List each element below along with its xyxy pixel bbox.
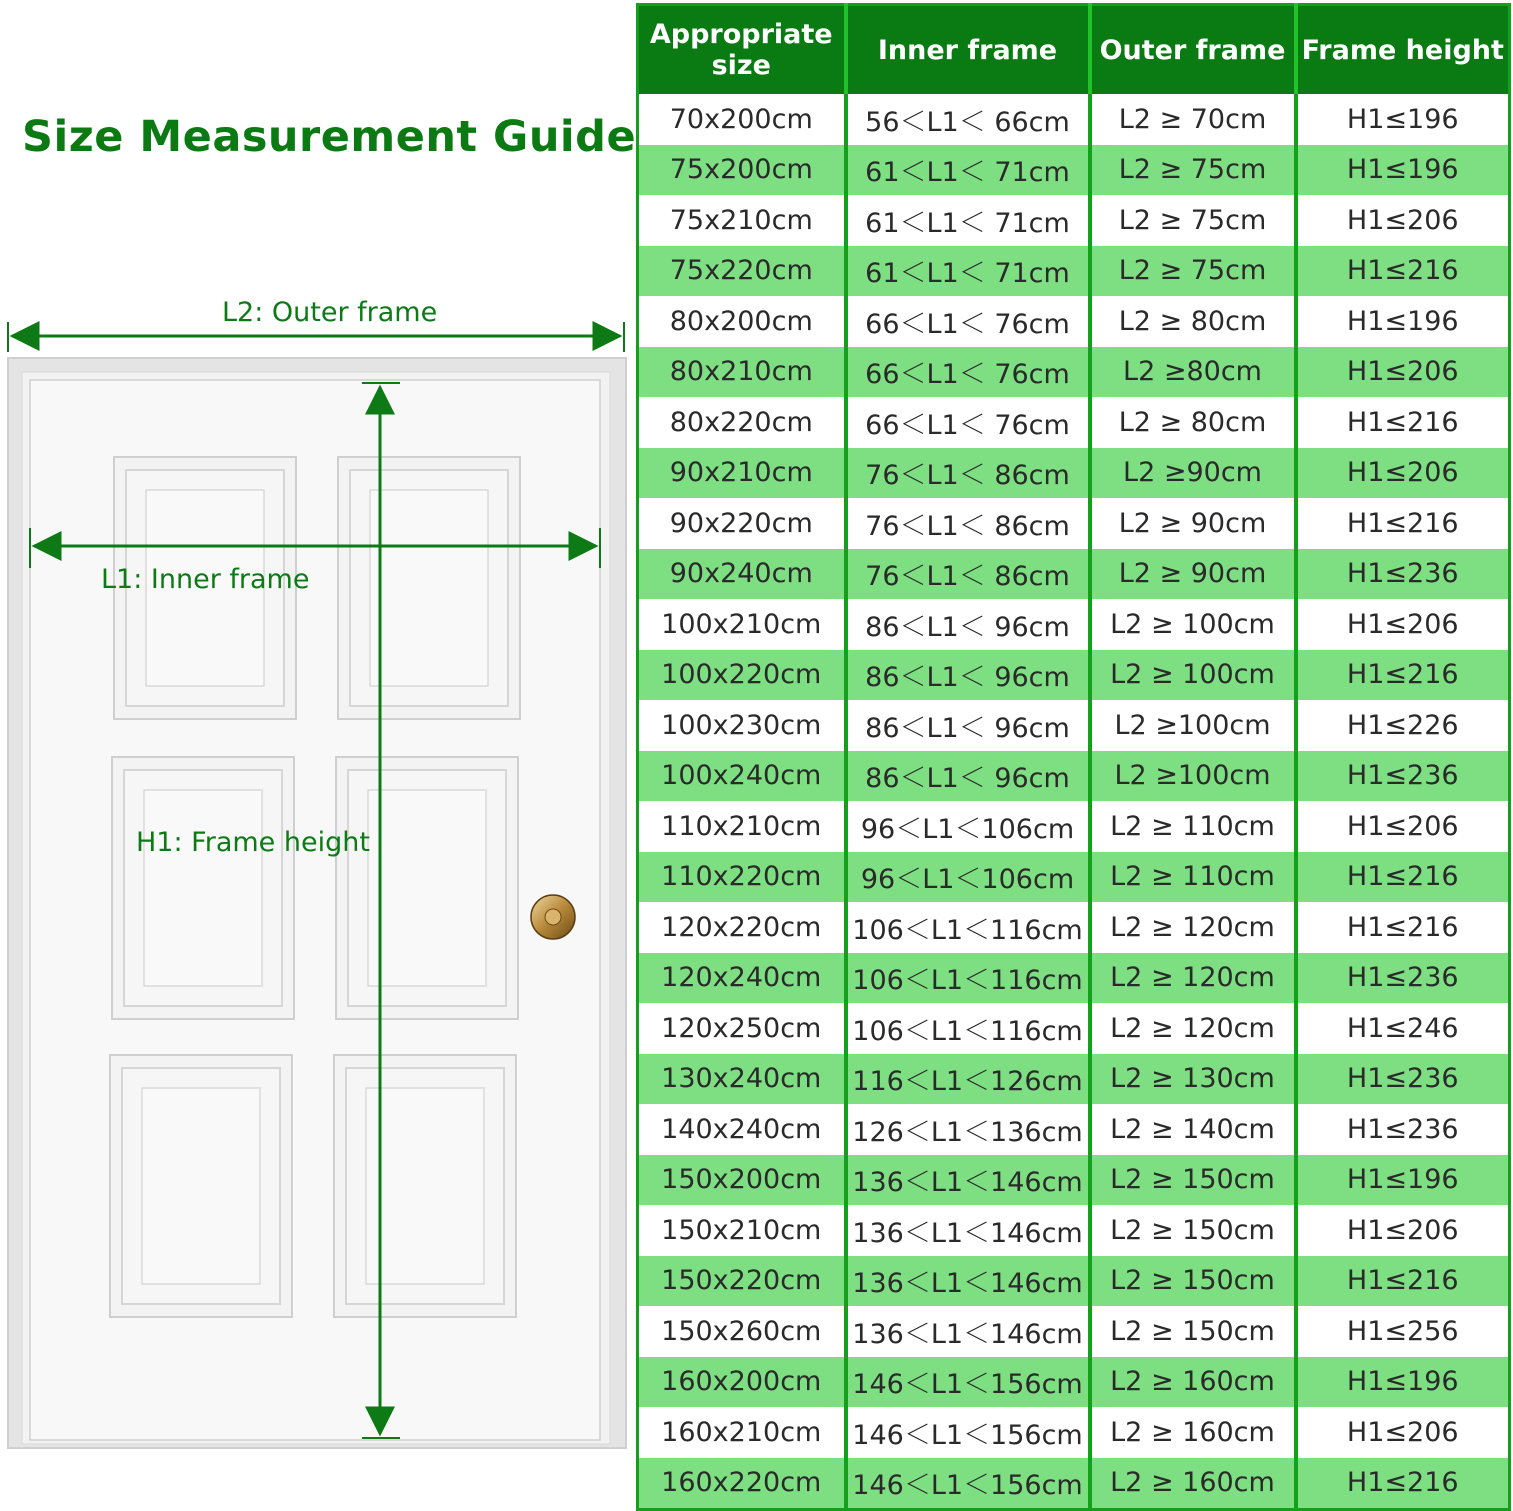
inner-frame-label: L1: Inner frame bbox=[101, 564, 310, 595]
outer-frame-cell: L2 ≥ 80cm bbox=[1090, 397, 1296, 448]
table-body bbox=[638, 94, 1510, 1510]
size-cell: 100x230cm bbox=[638, 700, 846, 751]
size-cell: 160x220cm bbox=[638, 1458, 846, 1510]
outer-frame-cell: L2 ≥ 160cm bbox=[1090, 1407, 1296, 1458]
door-knob-icon bbox=[531, 895, 575, 939]
inner-frame-cell: 86＜L1＜ 96cm bbox=[846, 700, 1090, 751]
table-header-row bbox=[638, 5, 1510, 95]
size-cell: 100x210cm bbox=[638, 599, 846, 650]
frame-height-cell: H1≤206 bbox=[1296, 347, 1510, 398]
frame-height-cell: H1≤236 bbox=[1296, 953, 1510, 1004]
frame-height-cell: H1≤196 bbox=[1296, 296, 1510, 347]
size-cell: 110x220cm bbox=[638, 852, 846, 903]
outer-frame-label: L2: Outer frame bbox=[222, 297, 438, 328]
size-cell: 160x210cm bbox=[638, 1407, 846, 1458]
table-row bbox=[638, 599, 1510, 650]
inner-frame-cell: 66＜L1＜ 76cm bbox=[846, 347, 1090, 398]
frame-height-label: H1: Frame height bbox=[136, 827, 370, 858]
panel-bottom-left bbox=[110, 1055, 292, 1317]
frame-height-cell: H1≤236 bbox=[1296, 549, 1510, 600]
table-row bbox=[638, 145, 1510, 196]
size-cell: 120x240cm bbox=[638, 953, 846, 1004]
inner-frame-cell: 146＜L1＜156cm bbox=[846, 1357, 1090, 1408]
frame-height-cell: H1≤196 bbox=[1296, 94, 1510, 145]
table-row bbox=[638, 1003, 1510, 1054]
table-row bbox=[638, 852, 1510, 903]
size-cell: 140x240cm bbox=[638, 1104, 846, 1155]
inner-frame-cell: 106＜L1＜116cm bbox=[846, 953, 1090, 1004]
inner-frame-cell: 106＜L1＜116cm bbox=[846, 1003, 1090, 1054]
frame-height-cell: H1≤216 bbox=[1296, 246, 1510, 297]
frame-height-cell: H1≤206 bbox=[1296, 801, 1510, 852]
inner-frame-cell: 136＜L1＜146cm bbox=[846, 1205, 1090, 1256]
outer-frame-cell: L2 ≥ 150cm bbox=[1090, 1205, 1296, 1256]
inner-frame-cell: 146＜L1＜156cm bbox=[846, 1458, 1090, 1510]
outer-frame-cell: L2 ≥ 120cm bbox=[1090, 953, 1296, 1004]
table-row bbox=[638, 902, 1510, 953]
size-cell: 80x220cm bbox=[638, 397, 846, 448]
outer-frame-cell: L2 ≥90cm bbox=[1090, 448, 1296, 499]
outer-frame-cell: L2 ≥80cm bbox=[1090, 347, 1296, 398]
size-cell: 80x210cm bbox=[638, 347, 846, 398]
table-row bbox=[638, 1458, 1510, 1510]
outer-frame-cell: L2 ≥ 160cm bbox=[1090, 1357, 1296, 1408]
inner-frame-cell: 76＜L1＜ 86cm bbox=[846, 549, 1090, 600]
table-row bbox=[638, 1054, 1510, 1105]
inner-frame-cell: 66＜L1＜ 76cm bbox=[846, 296, 1090, 347]
frame-height-cell: H1≤206 bbox=[1296, 448, 1510, 499]
frame-height-cell: H1≤206 bbox=[1296, 1205, 1510, 1256]
table-row bbox=[638, 1256, 1510, 1307]
size-cell: 150x260cm bbox=[638, 1306, 846, 1357]
size-cell: 90x240cm bbox=[638, 549, 846, 600]
outer-frame-cell: L2 ≥ 100cm bbox=[1090, 599, 1296, 650]
outer-frame-cell: L2 ≥100cm bbox=[1090, 700, 1296, 751]
table-row bbox=[638, 549, 1510, 600]
outer-frame-cell: L2 ≥ 150cm bbox=[1090, 1306, 1296, 1357]
size-cell: 130x240cm bbox=[638, 1054, 846, 1105]
frame-height-cell: H1≤216 bbox=[1296, 902, 1510, 953]
size-cell: 120x220cm bbox=[638, 902, 846, 953]
table-row bbox=[638, 700, 1510, 751]
frame-height-cell: H1≤256 bbox=[1296, 1306, 1510, 1357]
inner-frame-cell: 86＜L1＜ 96cm bbox=[846, 650, 1090, 701]
frame-height-cell: H1≤226 bbox=[1296, 700, 1510, 751]
outer-frame-cell: L2 ≥ 150cm bbox=[1090, 1256, 1296, 1307]
table-row bbox=[638, 1357, 1510, 1408]
inner-frame-cell: 61＜L1＜ 71cm bbox=[846, 145, 1090, 196]
table-row bbox=[638, 1155, 1510, 1206]
table-row bbox=[638, 448, 1510, 499]
inner-frame-cell: 61＜L1＜ 71cm bbox=[846, 246, 1090, 297]
inner-frame-cell: 96＜L1＜106cm bbox=[846, 801, 1090, 852]
table-row bbox=[638, 296, 1510, 347]
frame-height-cell: H1≤216 bbox=[1296, 397, 1510, 448]
outer-frame-cell: L2 ≥ 75cm bbox=[1090, 195, 1296, 246]
size-cell: 160x200cm bbox=[638, 1357, 846, 1408]
header-inner-frame: Inner frame bbox=[846, 5, 1090, 95]
frame-height-cell: H1≤196 bbox=[1296, 1357, 1510, 1408]
inner-frame-cell: 136＜L1＜146cm bbox=[846, 1155, 1090, 1206]
table-row bbox=[638, 347, 1510, 398]
header-outer-frame: Outer frame bbox=[1090, 5, 1296, 95]
size-cell: 75x210cm bbox=[638, 195, 846, 246]
outer-frame-cell: L2 ≥ 90cm bbox=[1090, 549, 1296, 600]
panel-middle-left bbox=[112, 757, 294, 1019]
outer-frame-cell: L2 ≥ 130cm bbox=[1090, 1054, 1296, 1105]
outer-frame-cell: L2 ≥ 80cm bbox=[1090, 296, 1296, 347]
size-cell: 150x200cm bbox=[638, 1155, 846, 1206]
inner-frame-cell: 126＜L1＜136cm bbox=[846, 1104, 1090, 1155]
table-row bbox=[638, 953, 1510, 1004]
table-row bbox=[638, 1104, 1510, 1155]
table-row bbox=[638, 195, 1510, 246]
size-cell: 80x200cm bbox=[638, 296, 846, 347]
table-row bbox=[638, 801, 1510, 852]
frame-height-cell: H1≤216 bbox=[1296, 498, 1510, 549]
outer-frame-cell: L2 ≥ 75cm bbox=[1090, 246, 1296, 297]
inner-frame-cell: 86＜L1＜ 96cm bbox=[846, 599, 1090, 650]
size-cell: 100x220cm bbox=[638, 650, 846, 701]
table-row bbox=[638, 498, 1510, 549]
size-cell: 110x210cm bbox=[638, 801, 846, 852]
table-row bbox=[638, 246, 1510, 297]
inner-frame-cell: 76＜L1＜ 86cm bbox=[846, 498, 1090, 549]
size-cell: 90x210cm bbox=[638, 448, 846, 499]
outer-frame-cell: L2 ≥ 75cm bbox=[1090, 145, 1296, 196]
frame-height-cell: H1≤196 bbox=[1296, 145, 1510, 196]
size-cell: 70x200cm bbox=[638, 94, 846, 145]
frame-height-cell: H1≤206 bbox=[1296, 195, 1510, 246]
outer-frame-cell: L2 ≥ 100cm bbox=[1090, 650, 1296, 701]
outer-frame-cell: L2 ≥ 160cm bbox=[1090, 1458, 1296, 1510]
table-row bbox=[638, 650, 1510, 701]
size-cell: 75x220cm bbox=[638, 246, 846, 297]
inner-frame-cell: 136＜L1＜146cm bbox=[846, 1256, 1090, 1307]
panel-bottom-right bbox=[334, 1055, 516, 1317]
frame-height-cell: H1≤236 bbox=[1296, 751, 1510, 802]
inner-frame-cell: 76＜L1＜ 86cm bbox=[846, 448, 1090, 499]
panel-middle-right bbox=[336, 757, 518, 1019]
size-table bbox=[636, 3, 1511, 1511]
inner-frame-cell: 116＜L1＜126cm bbox=[846, 1054, 1090, 1105]
inner-frame-cell: 61＜L1＜ 71cm bbox=[846, 195, 1090, 246]
frame-height-cell: H1≤206 bbox=[1296, 599, 1510, 650]
outer-frame-cell: L2 ≥ 120cm bbox=[1090, 902, 1296, 953]
inner-frame-cell: 66＜L1＜ 76cm bbox=[846, 397, 1090, 448]
frame-height-cell: H1≤206 bbox=[1296, 1407, 1510, 1458]
size-cell: 90x220cm bbox=[638, 498, 846, 549]
inner-frame-cell: 96＜L1＜106cm bbox=[846, 852, 1090, 903]
table-row bbox=[638, 94, 1510, 145]
size-cell: 120x250cm bbox=[638, 1003, 846, 1054]
table-row bbox=[638, 1407, 1510, 1458]
outer-frame-cell: L2 ≥ 110cm bbox=[1090, 801, 1296, 852]
size-cell: 100x240cm bbox=[638, 751, 846, 802]
frame-height-cell: H1≤246 bbox=[1296, 1003, 1510, 1054]
outer-frame-cell: L2 ≥ 70cm bbox=[1090, 94, 1296, 145]
inner-frame-cell: 106＜L1＜116cm bbox=[846, 902, 1090, 953]
outer-frame-cell: L2 ≥ 150cm bbox=[1090, 1155, 1296, 1206]
header-frame-height: Frame height bbox=[1296, 5, 1510, 95]
inner-frame-cell: 136＜L1＜146cm bbox=[846, 1306, 1090, 1357]
size-cell: 75x200cm bbox=[638, 145, 846, 196]
page-title: Size Measurement Guide bbox=[22, 112, 637, 162]
frame-height-cell: H1≤236 bbox=[1296, 1104, 1510, 1155]
outer-frame-cell: L2 ≥100cm bbox=[1090, 751, 1296, 802]
frame-height-cell: H1≤216 bbox=[1296, 852, 1510, 903]
table-row bbox=[638, 1205, 1510, 1256]
outer-frame-cell: L2 ≥ 120cm bbox=[1090, 1003, 1296, 1054]
size-cell: 150x220cm bbox=[638, 1256, 846, 1307]
inner-frame-cell: 56＜L1＜ 66cm bbox=[846, 94, 1090, 145]
frame-height-cell: H1≤216 bbox=[1296, 650, 1510, 701]
inner-frame-cell: 146＜L1＜156cm bbox=[846, 1407, 1090, 1458]
table-row bbox=[638, 1306, 1510, 1357]
header-appropriate-size: Appropriate size bbox=[638, 5, 846, 95]
frame-height-cell: H1≤216 bbox=[1296, 1256, 1510, 1307]
table-row bbox=[638, 751, 1510, 802]
size-cell: 150x210cm bbox=[638, 1205, 846, 1256]
table-row bbox=[638, 397, 1510, 448]
outer-frame-cell: L2 ≥ 140cm bbox=[1090, 1104, 1296, 1155]
panel-top-right bbox=[338, 457, 520, 719]
outer-frame-cell: L2 ≥ 110cm bbox=[1090, 852, 1296, 903]
outer-frame-cell: L2 ≥ 90cm bbox=[1090, 498, 1296, 549]
frame-height-cell: H1≤196 bbox=[1296, 1155, 1510, 1206]
frame-height-cell: H1≤216 bbox=[1296, 1458, 1510, 1510]
frame-height-cell: H1≤236 bbox=[1296, 1054, 1510, 1105]
inner-frame-cell: 86＜L1＜ 96cm bbox=[846, 751, 1090, 802]
door-illustration bbox=[0, 0, 636, 1500]
